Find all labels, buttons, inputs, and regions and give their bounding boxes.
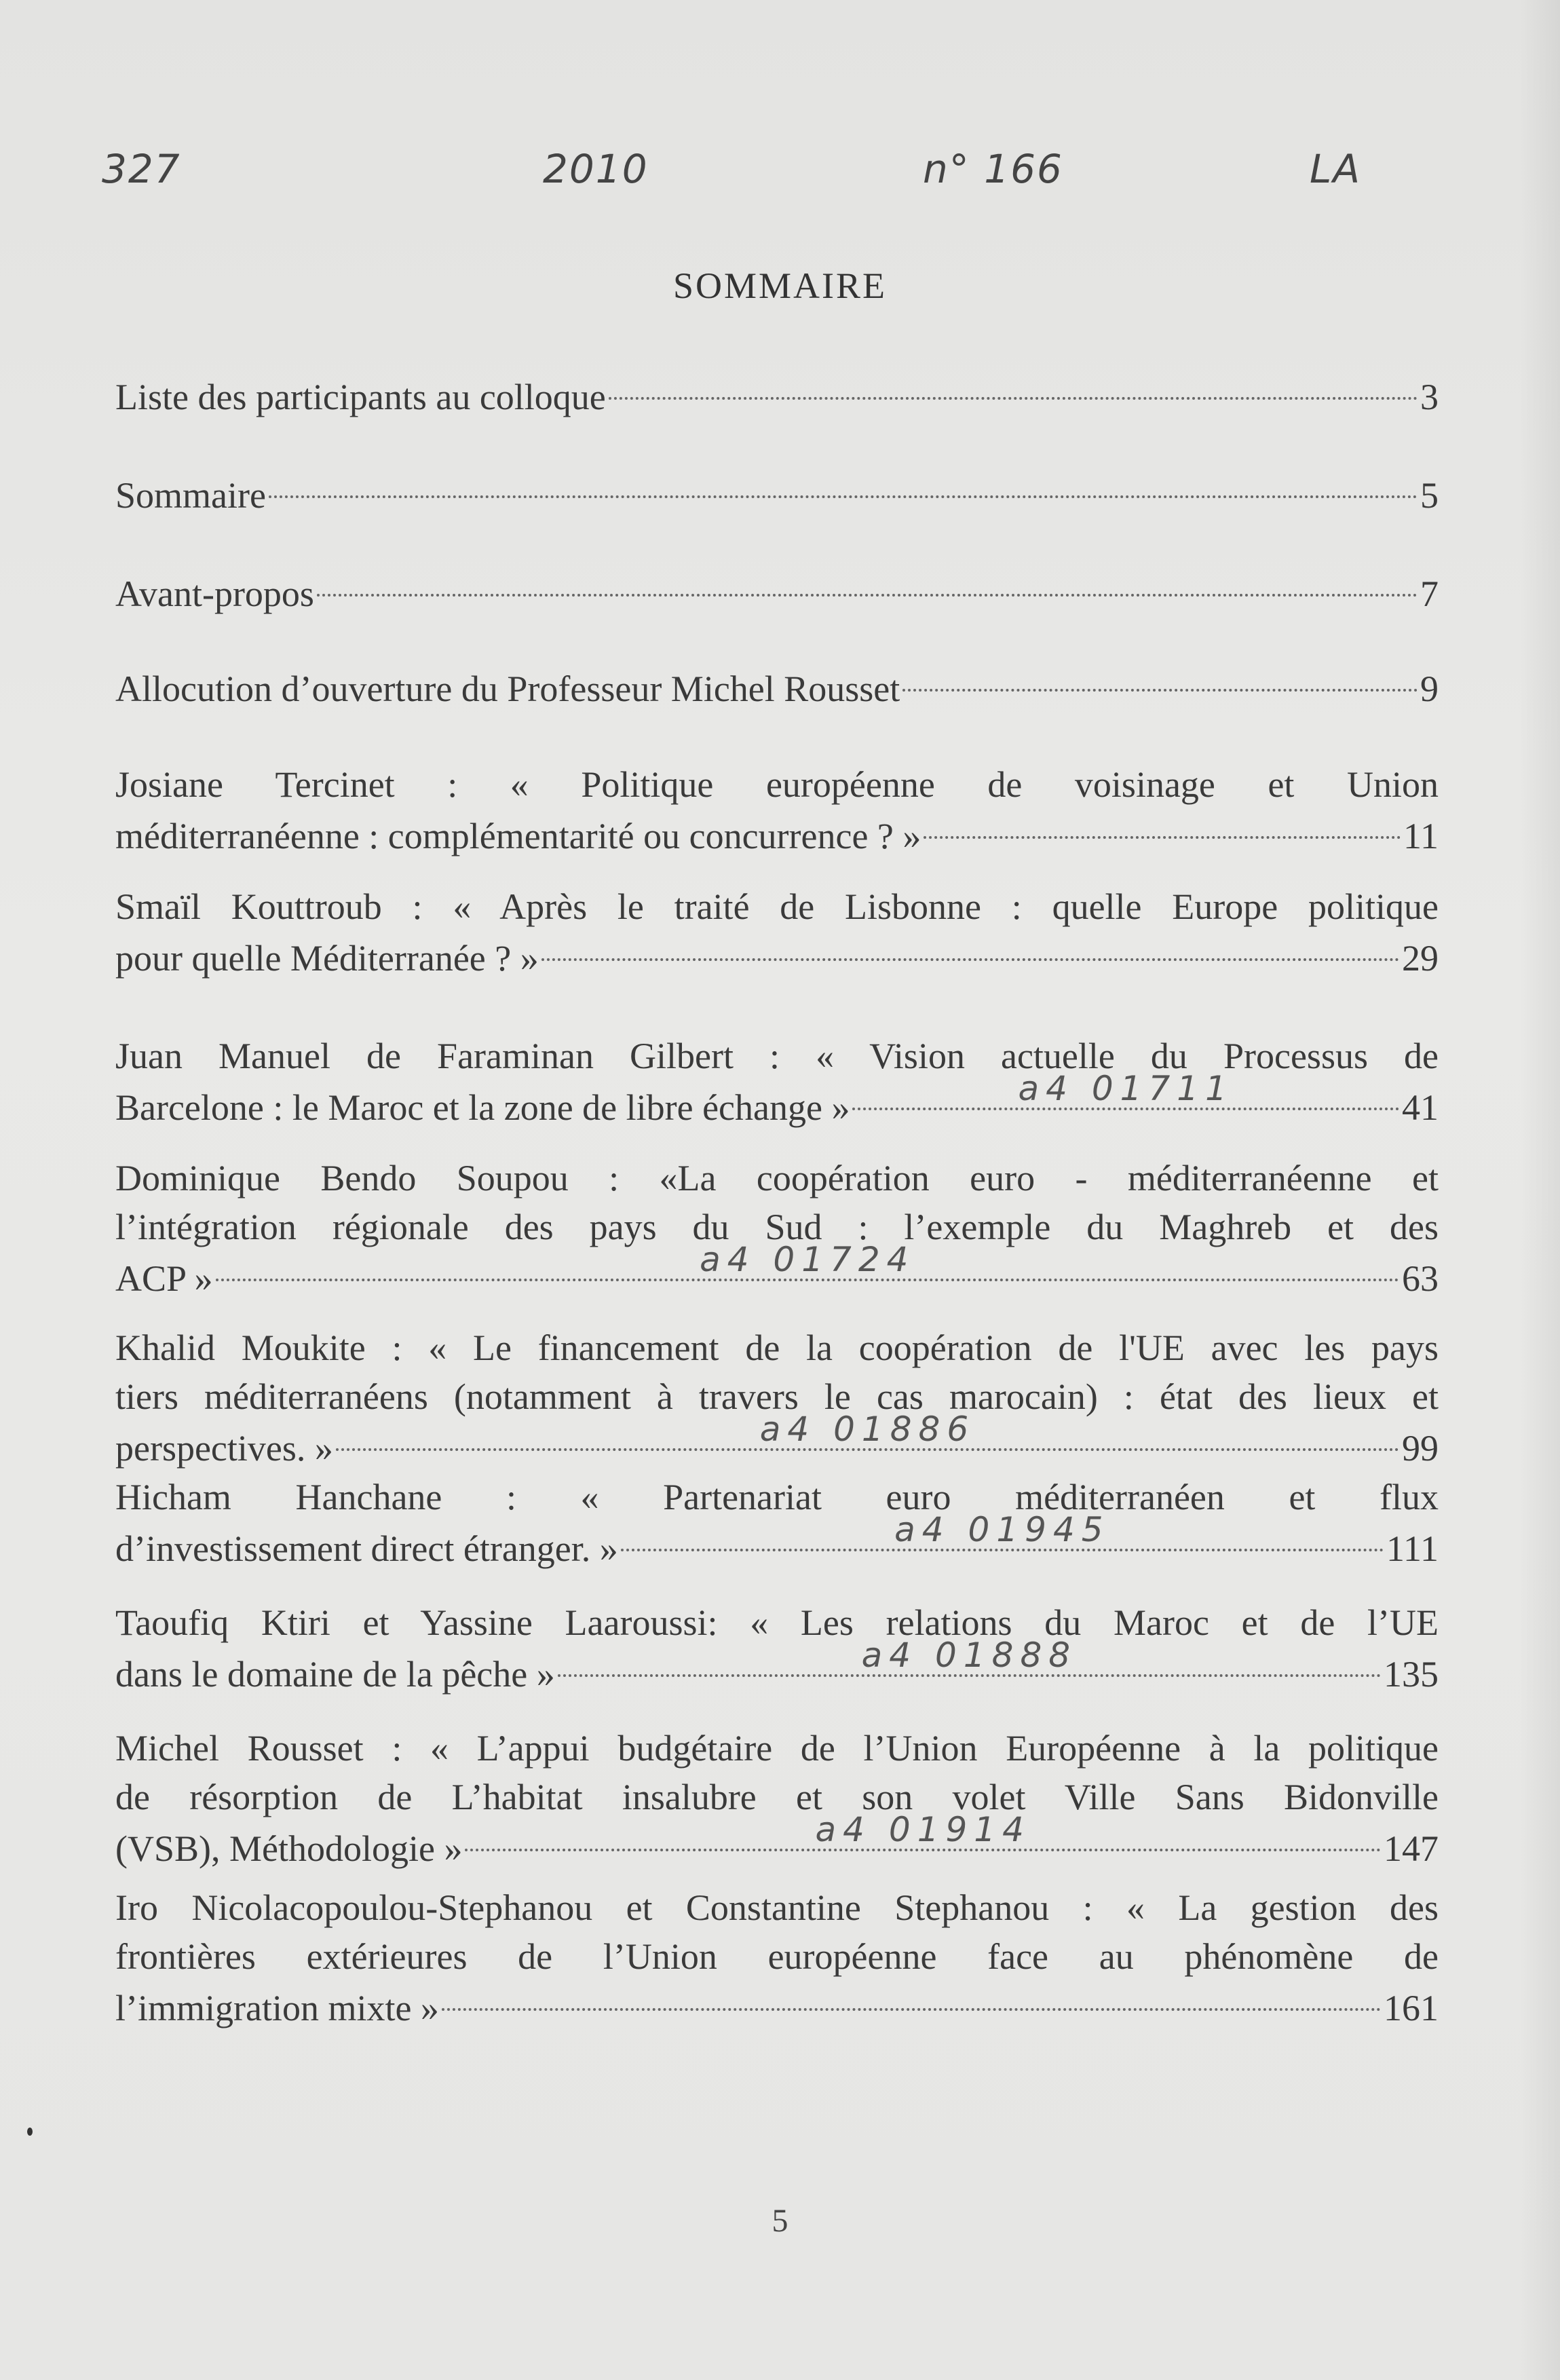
- dot-leader: [269, 459, 1418, 498]
- toc-page-number: 29: [1402, 938, 1439, 979]
- handwritten-annotation: a4 01945: [894, 1510, 1110, 1549]
- page-edge-shadow: [1519, 0, 1560, 2380]
- scan-speck: [27, 2128, 33, 2136]
- toc-entry: [115, 1883, 1439, 2033]
- toc-entry-line: de résorption de L’habitat insalubre et son volet Ville Sans Bidonville: [115, 1777, 1439, 1817]
- toc-entry: [115, 1473, 1439, 1573]
- toc-page-number: 135: [1384, 1654, 1439, 1695]
- toc-entry-last-line: [115, 1069, 1439, 1132]
- toc-entry-text: dans le domaine de la pêche »: [115, 1654, 555, 1695]
- toc-entry: [115, 1724, 1439, 1873]
- toc-entry-line: Dominique Bendo Soupou : «La coopération euro - méditerranéenne et: [115, 1158, 1439, 1198]
- toc-page-number: 3: [1420, 377, 1439, 417]
- toc-entry-line: Smaïl Kouttroub : « Après le traité de Lisbonne : quelle Europe politique: [115, 886, 1439, 927]
- toc-entry-text: pour quelle Méditerranée ? »: [115, 938, 539, 979]
- toc-entry-last-line: [115, 662, 1439, 713]
- toc-entry: [115, 882, 1439, 983]
- toc-entry-line: Taoufiq Ktiri et Yassine Laaroussi: « Les relations du Maroc et de l’UE: [115, 1602, 1439, 1643]
- toc-entry-text: d’investissement direct étranger. »: [115, 1528, 618, 1569]
- handwritten-annotation: a4 01914: [815, 1810, 1031, 1849]
- dot-leader: [442, 1971, 1381, 2011]
- page-number: 5: [772, 2203, 788, 2239]
- toc-entry-line: Iro Nicolacopoulou-Stephanou et Constantine Stephanou : « La gestion des: [115, 1887, 1439, 1928]
- toc-entry-text: perspectives. »: [115, 1428, 333, 1469]
- toc-entry-last-line: [115, 1510, 1439, 1573]
- dot-leader: [336, 1412, 1399, 1451]
- toc-entry-text: Allocution d’ouverture du Professeur Michel Rousset: [115, 668, 900, 709]
- toc-entry-last-line: [115, 1810, 1439, 1873]
- toc-entry-text: Barcelone : le Maroc et la zone de libre échange »: [115, 1087, 850, 1128]
- dot-leader: [924, 799, 1401, 839]
- toc-entry-text: Sommaire: [115, 475, 266, 516]
- toc-page-number: 9: [1420, 668, 1439, 709]
- handwritten-initials: LA: [1310, 146, 1361, 192]
- toc-entry: [115, 1032, 1439, 1132]
- toc-entry-line: Michel Rousset : « L’appui budgétaire de l’Union Européenne à la politique: [115, 1728, 1439, 1769]
- toc-entry-line: Khalid Moukite : « Le financement de la coopération de l'UE avec les pays: [115, 1327, 1439, 1368]
- dot-leader: [465, 1812, 1381, 1851]
- page-title: SOMMAIRE: [672, 265, 888, 306]
- toc-entry-line: l’intégration régionale des pays du Sud : l’exemple du Maghreb et des: [115, 1207, 1439, 1247]
- toc-entry-last-line: [115, 1240, 1439, 1303]
- toc-entry-last-line: [115, 468, 1439, 520]
- toc-entry: [115, 1598, 1439, 1699]
- handwritten-number: n° 166: [923, 146, 1063, 192]
- handwritten-code: 327: [102, 146, 181, 192]
- toc-entry: [115, 468, 1439, 520]
- toc-entry: [115, 1154, 1439, 1303]
- toc-entry: [115, 370, 1439, 421]
- toc-entry-last-line: [115, 370, 1439, 421]
- toc-page-number: 99: [1402, 1428, 1439, 1469]
- handwritten-annotation: a4 01711: [1018, 1069, 1234, 1108]
- toc-entry: [115, 1323, 1439, 1473]
- toc-entry-line: Josiane Tercinet : « Politique européenne de voisinage et Union: [115, 764, 1439, 805]
- toc-entry-last-line: [115, 1636, 1439, 1699]
- toc-entry: [115, 662, 1439, 713]
- toc-entry-text: l’immigration mixte »: [115, 1988, 439, 2028]
- handwritten-annotation: a4 01886: [759, 1410, 976, 1449]
- toc-entry-last-line: [115, 931, 1439, 983]
- toc-entry-text: ACP »: [115, 1258, 213, 1299]
- toc-entry-text: Liste des participants au colloque: [115, 377, 606, 417]
- dot-leader: [609, 360, 1418, 400]
- toc-entry-line: tiers méditerranéens (notamment à travers le cas marocain) : état des lieux et: [115, 1376, 1439, 1417]
- dot-leader: [558, 1638, 1381, 1677]
- toc-entry-text: (VSB), Méthodologie »: [115, 1828, 463, 1869]
- toc-entry: [115, 567, 1439, 618]
- toc-page-number: 111: [1386, 1528, 1439, 1569]
- toc-entry: [115, 760, 1439, 861]
- toc-entry-line: frontières extérieures de l’Union européenne face au phénomène de: [115, 1936, 1439, 1977]
- dot-leader: [317, 557, 1418, 597]
- toc-page-number: 41: [1402, 1087, 1439, 1128]
- toc-page-number: 11: [1403, 816, 1439, 856]
- dot-leader: [902, 652, 1418, 692]
- toc-entry-last-line: [115, 1981, 1439, 2033]
- toc-entry-last-line: [115, 567, 1439, 618]
- dot-leader: [621, 1512, 1384, 1551]
- handwritten-year: 2010: [543, 146, 649, 192]
- toc-page-number: 147: [1384, 1828, 1439, 1869]
- handwritten-annotation: a4 01724: [700, 1240, 915, 1279]
- toc-entry-text: Avant-propos: [115, 573, 314, 614]
- dot-leader: [216, 1242, 1399, 1281]
- toc-entry-text: méditerranéenne : complémentarité ou concurrence ? »: [115, 816, 921, 856]
- toc-page-number: 161: [1384, 1988, 1439, 2028]
- toc-page-number: 7: [1420, 573, 1439, 614]
- dot-leader: [852, 1071, 1399, 1110]
- toc-entry-line: Hicham Hanchane : « Partenariat euro méditerranéen et flux: [115, 1477, 1439, 1517]
- toc-page-number: 5: [1420, 475, 1439, 516]
- handwritten-annotation: a4 01888: [861, 1636, 1078, 1675]
- toc-entry-last-line: [115, 809, 1439, 861]
- dot-leader: [541, 922, 1399, 961]
- toc-page-number: 63: [1402, 1258, 1439, 1299]
- toc-entry-last-line: [115, 1410, 1439, 1473]
- toc-entry-line: Juan Manuel de Faraminan Gilbert : « Vision actuelle du Processus de: [115, 1036, 1439, 1076]
